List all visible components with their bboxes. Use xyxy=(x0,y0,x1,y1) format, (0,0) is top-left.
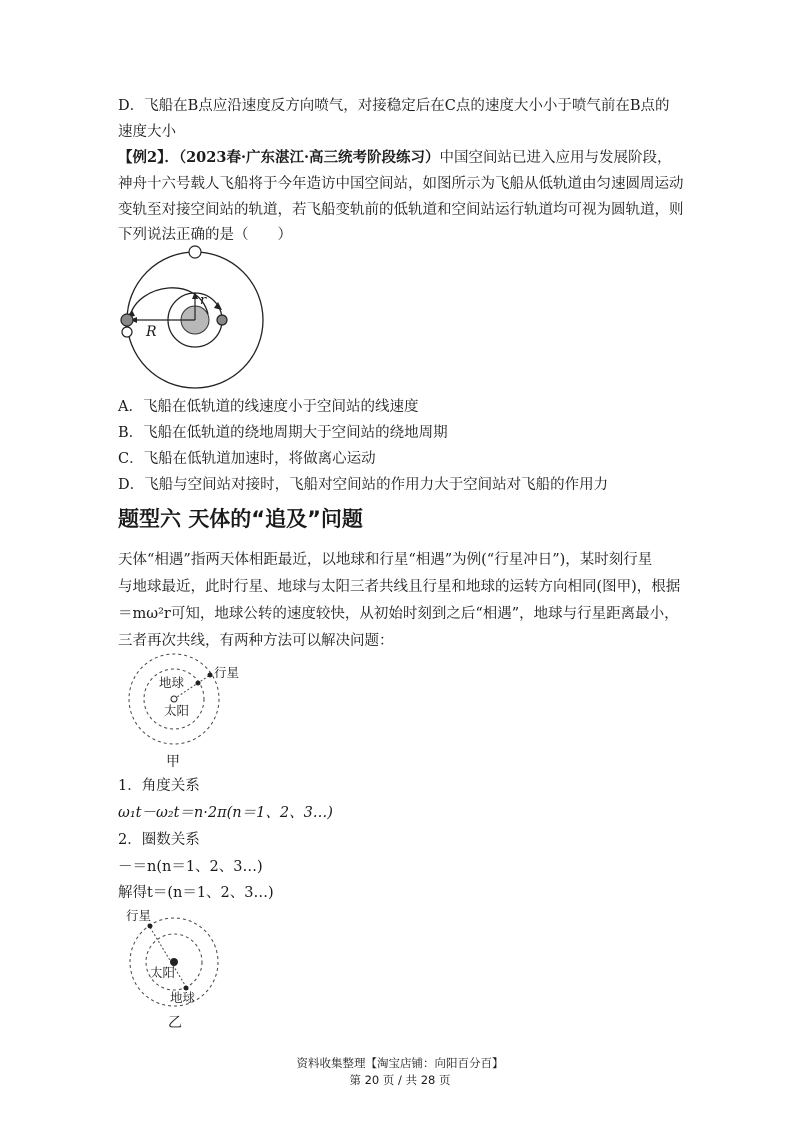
figure-jia-caption: 甲 xyxy=(166,754,180,770)
section-title: 题型六 天体的“追及”问题 xyxy=(118,507,363,531)
orbit-transfer-figure xyxy=(118,244,268,364)
example2-line3: 变轨至对接空间站的轨道，若飞船变轨前的低轨道和空间站运行轨道均可视为圆轨道，则 xyxy=(118,202,684,218)
yi-earth-label: 地球 xyxy=(170,990,196,1005)
example2-line1-text: 中国空间站已进入应用与发展阶段， xyxy=(439,150,672,166)
item-circles: 2．圈数关系 xyxy=(118,832,200,848)
figure-yi xyxy=(118,906,228,1016)
yi-planet-label: 行星 xyxy=(126,908,152,923)
label-r: r xyxy=(200,293,207,308)
example2-label: 【例2】．（2023春·广东湛江·高三统考阶段练习） xyxy=(118,149,440,166)
option-d: D．飞船与空间站对接时，飞船对空间站的作用力大于空间站对飞船的作用力 xyxy=(118,477,609,493)
footer-page-number: 第 20 页 / 共 28 页 xyxy=(349,1073,451,1087)
section-para-line4: 三者再次共线，有两种方法可以解决问题： xyxy=(118,633,394,649)
section-para-line1: 天体“相遇”指两天体相距最近，以地球和行星“相遇”为例(“行星冲日”)，某时刻行星 xyxy=(118,552,653,568)
jia-planet-label: 行星 xyxy=(214,665,240,680)
item-angle: 1．角度关系 xyxy=(118,778,200,794)
option-a: A．飞船在低轨道的线速度小于空间站的线速度 xyxy=(118,399,419,415)
option-c: C．飞船在低轨道加速时，将做离心运动 xyxy=(118,451,376,467)
jia-earth-label: 地球 xyxy=(159,675,185,690)
jia-sun-label: 太阳 xyxy=(164,703,190,718)
section-para-line2: 与地球最近，此时行星、地球与太阳三者共线且行星和地球的运转方向相同(图甲)，根据 xyxy=(118,579,681,595)
section-para-line3: ＝mω²r可知，地球公转的速度较快，从初始时刻到之后“相遇”，地球与行星距离最小， xyxy=(118,606,679,622)
option-b: B．飞船在低轨道的绕地周期大于空间站的绕地周期 xyxy=(118,425,448,441)
yi-sun-label: 太阳 xyxy=(150,965,176,980)
example2-line2: 神舟十六号载人飞船将于今年造访中国空间站，如图所示为飞船从低轨道由匀速圆周运动 xyxy=(118,176,684,192)
prev-option-d-line1: D．飞船在B点应沿速度反方向喷气，对接稳定后在C点的速度大小小于喷气前在B点的 xyxy=(118,98,670,114)
example2-line1 xyxy=(118,148,672,168)
formula-solution: 解得t＝(n＝1、2、3…) xyxy=(118,885,274,901)
prev-option-d-line2: 速度大小 xyxy=(118,124,176,140)
formula-angle: ω₁t－ω₂t＝n·2π(n＝1、2、3…) xyxy=(118,805,333,821)
example2-line4: 下列说法正确的是（ ） xyxy=(118,227,292,243)
footer-source: 资料收集整理【淘宝店铺：向阳百分百】 xyxy=(296,1056,504,1070)
label-R: R xyxy=(146,324,157,340)
formula-circles: －＝n(n＝1、2、3…) xyxy=(118,859,263,875)
figure-yi-caption: 乙 xyxy=(168,1015,182,1031)
figure-jia xyxy=(124,655,254,767)
